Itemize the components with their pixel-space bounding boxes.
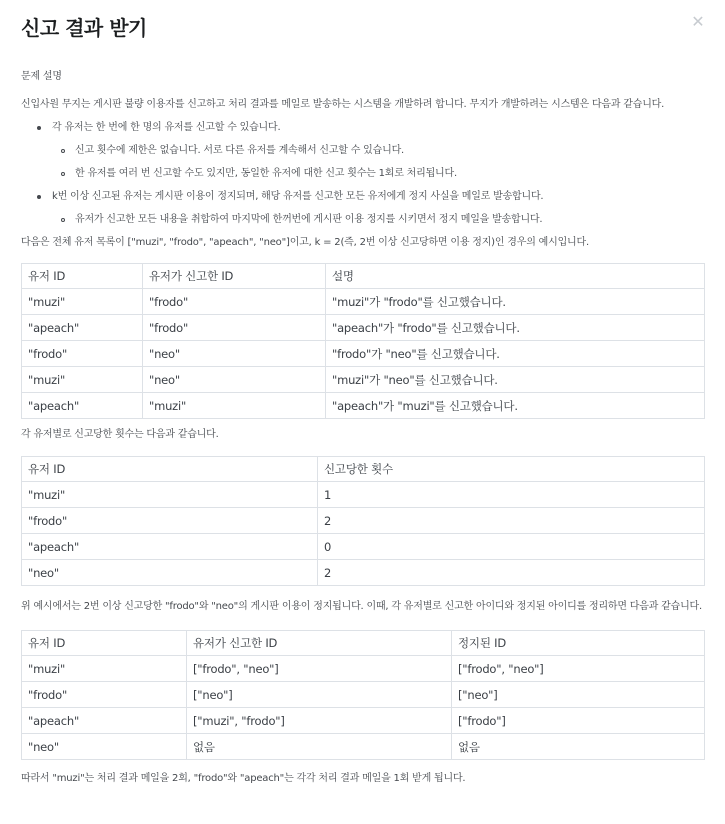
intro-paragraph: 신입사원 무지는 게시판 불량 이용자를 신고하고 처리 결과를 메일로 발송하는 시스템을 개발하려 합니다. 무지가 개발하려는 시스템은 다음과 같습니다. (21, 99, 665, 110)
table-header: 유저 ID (22, 631, 187, 656)
section-label: 문제 설명 (21, 71, 62, 82)
table-row (22, 393, 705, 419)
table-row (22, 315, 705, 341)
table-cell: "frodo" (22, 682, 187, 708)
table-row (22, 367, 705, 393)
table-cell: "frodo" (22, 341, 143, 367)
table-cell: "neo" (22, 560, 318, 586)
table-cell: "apeach" (22, 393, 143, 419)
table-cell: 1 (318, 482, 705, 508)
list-item: 신고 횟수에 제한은 없습니다. 서로 다른 유저를 계속해서 신고할 수 있습니다. (21, 144, 705, 158)
table-header: 유저 ID (22, 264, 143, 289)
table-row (22, 482, 705, 508)
table-row (22, 341, 705, 367)
table-cell: "frodo" (143, 289, 326, 315)
count-table (21, 456, 705, 586)
table-cell: "frodo" (143, 315, 326, 341)
conclusion-paragraph: 따라서 "muzi"는 처리 결과 메일을 2회, "frodo"와 "apeach"는 각각 처리 결과 메일을 1회 받게 됩니다. (21, 773, 466, 784)
table-cell: "muzi"가 "frodo"를 신고했습니다. (326, 289, 705, 315)
table-row (22, 682, 705, 708)
result-table (21, 630, 705, 760)
table-cell: 2 (318, 508, 705, 534)
list-item: k번 이상 신고된 유저는 게시판 이용이 정지되며, 해당 유저를 신고한 모든 유저에게 정지 사실을 메일로 발송합니다. (21, 190, 705, 204)
count-intro: 각 유저별로 신고당한 횟수는 다음과 같습니다. (21, 429, 219, 440)
table-cell: ["muzi", "frodo"] (187, 708, 452, 734)
report-table (21, 263, 705, 419)
list-item: 한 유저를 여러 번 신고할 수도 있지만, 동일한 유저에 대한 신고 횟수는 1회로 처리됩니다. (21, 167, 705, 181)
table-cell: "frodo" (22, 508, 318, 534)
table-cell: "apeach" (22, 708, 187, 734)
table-cell: 0 (318, 534, 705, 560)
table-row (22, 560, 705, 586)
table-cell: "muzi" (143, 393, 326, 419)
table-cell: "neo" (22, 734, 187, 760)
table-cell: 없음 (187, 734, 452, 760)
table-row (22, 534, 705, 560)
list-item: 각 유저는 한 번에 한 명의 유저를 신고할 수 있습니다. (21, 121, 705, 135)
table-cell: "neo" (143, 341, 326, 367)
table-cell: 2 (318, 560, 705, 586)
table-cell: "muzi" (22, 656, 187, 682)
table-cell: "neo" (143, 367, 326, 393)
ban-paragraph: 위 예시에서는 2번 이상 신고당한 "frodo"와 "neo"의 게시판 이용이 정지됩니다. 이때, 각 유저별로 신고한 아이디와 정지된 아이디를 정리하면 다음과 같습니다. (21, 601, 702, 612)
table-header: 신고당한 횟수 (318, 457, 705, 482)
table-header-row (22, 631, 705, 656)
table-row (22, 508, 705, 534)
table-cell: "apeach"가 "frodo"를 신고했습니다. (326, 315, 705, 341)
table-cell: ["frodo", "neo"] (187, 656, 452, 682)
list-item: 유저가 신고한 모든 내용을 취합하여 마지막에 한꺼번에 게시판 이용 정지를 시키면서 정지 메일을 발송합니다. (21, 213, 705, 227)
table-cell: ["neo"] (187, 682, 452, 708)
table-cell: ["neo"] (452, 682, 705, 708)
table-row (22, 289, 705, 315)
table-header: 유저가 신고한 ID (143, 264, 326, 289)
table-header: 유저가 신고한 ID (187, 631, 452, 656)
close-icon[interactable]: ✕ (691, 12, 705, 31)
rules-list (21, 121, 705, 227)
table-row (22, 656, 705, 682)
table-row (22, 734, 705, 760)
table-header-row (22, 264, 705, 289)
table-cell: "apeach" (22, 534, 318, 560)
problem-content (21, 70, 705, 786)
table-row (22, 708, 705, 734)
table-cell: "muzi" (22, 367, 143, 393)
example-intro: 다음은 전체 유저 목록이 ["muzi", "frodo", "apeach", "neo"]이고, k = 2(즉, 2번 이상 신고당하면 이용 정지)인 경우의 예시입니다. (21, 237, 589, 248)
table-header: 설명 (326, 264, 705, 289)
table-cell: ["frodo"] (452, 708, 705, 734)
table-header: 유저 ID (22, 457, 318, 482)
table-cell: "frodo"가 "neo"를 신고했습니다. (326, 341, 705, 367)
table-cell: "muzi" (22, 289, 143, 315)
table-cell: "apeach" (22, 315, 143, 341)
modal-title: 신고 결과 받기 (21, 16, 147, 40)
table-cell: "muzi"가 "neo"를 신고했습니다. (326, 367, 705, 393)
table-cell: ["frodo", "neo"] (452, 656, 705, 682)
table-header: 정지된 ID (452, 631, 705, 656)
table-header-row (22, 457, 705, 482)
table-cell: 없음 (452, 734, 705, 760)
table-cell: "muzi" (22, 482, 318, 508)
table-cell: "apeach"가 "muzi"를 신고했습니다. (326, 393, 705, 419)
